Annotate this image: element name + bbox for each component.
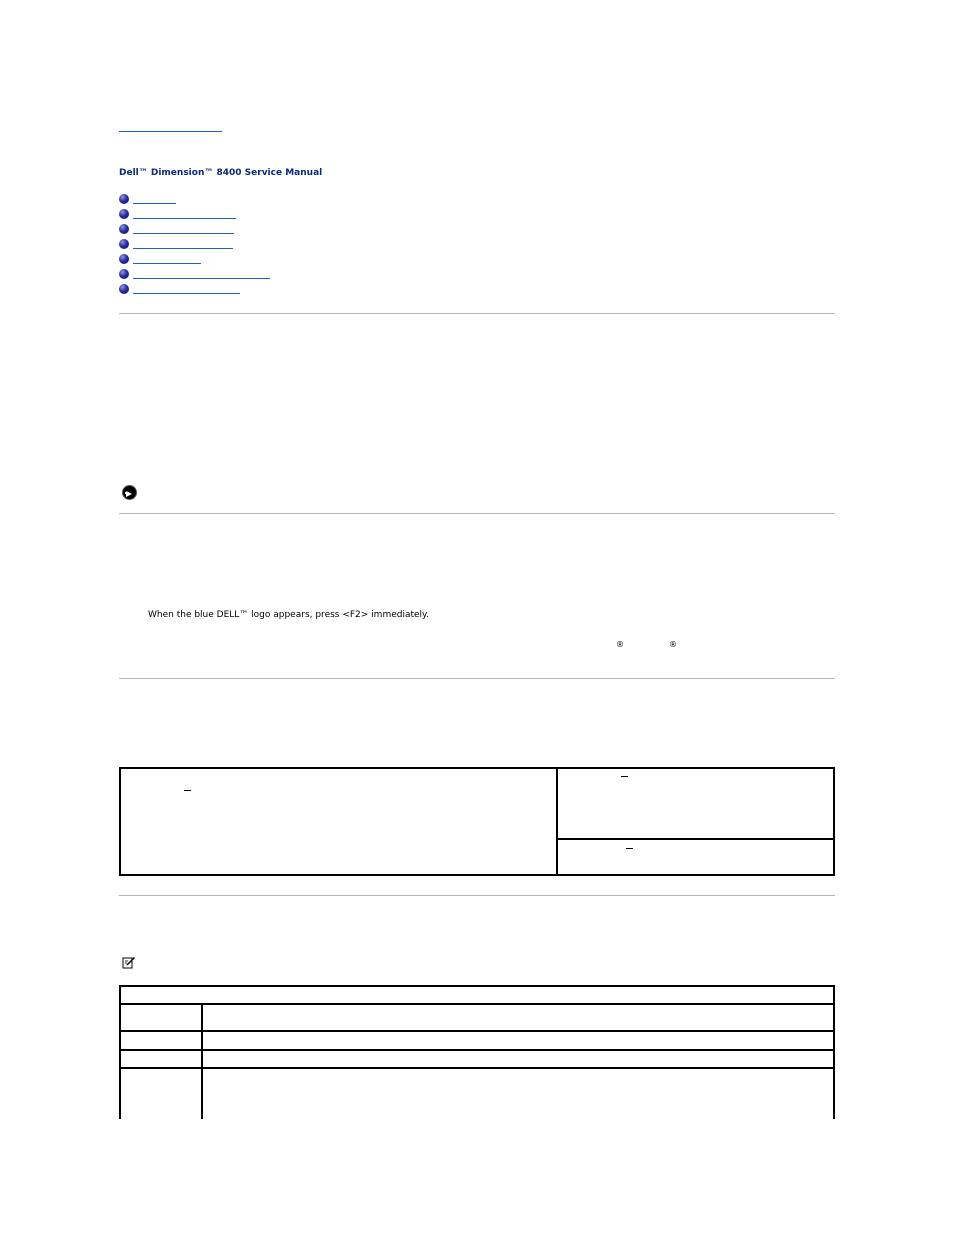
section-divider	[119, 313, 835, 314]
table-row-divider	[556, 838, 835, 840]
toc-link-2[interactable]	[133, 207, 236, 219]
section-divider	[119, 678, 835, 679]
blue-sphere-bullet-icon	[119, 209, 129, 219]
blue-sphere-bullet-icon	[119, 239, 129, 249]
step-instruction: When the blue DELL™ logo appears, press <F2> immediately.	[148, 610, 429, 620]
table-row-divider	[119, 1049, 835, 1051]
dash-mark	[626, 848, 633, 849]
toc-link-7[interactable]	[133, 282, 240, 294]
blue-sphere-bullet-icon	[119, 254, 129, 264]
back-to-contents-link[interactable]	[119, 118, 222, 132]
blue-sphere-bullet-icon	[119, 269, 129, 279]
table-row-divider	[119, 1003, 835, 1005]
settings-table	[119, 767, 835, 876]
section-divider	[119, 895, 835, 896]
toc-link-1[interactable]	[133, 192, 176, 204]
toc-link-5[interactable]	[133, 252, 201, 264]
table-row-divider	[119, 1030, 835, 1032]
table-row-divider	[119, 1067, 835, 1069]
toc-link-6[interactable]	[133, 267, 270, 279]
toc-link-4[interactable]	[133, 237, 233, 249]
registered-mark: ®	[616, 640, 624, 649]
blue-sphere-bullet-icon	[119, 284, 129, 294]
blue-sphere-bullet-icon	[119, 224, 129, 234]
dash-mark	[621, 776, 628, 777]
blue-sphere-bullet-icon	[119, 194, 129, 204]
section-divider	[119, 513, 835, 514]
table-column-divider	[556, 767, 558, 876]
toc-link-3[interactable]	[133, 222, 234, 234]
note-pencil-icon	[122, 955, 136, 969]
manual-title: Dell™ Dimension™ 8400 Service Manual	[119, 168, 323, 178]
dash-mark	[184, 790, 191, 791]
notice-icon	[122, 485, 137, 500]
registered-mark: ®	[669, 640, 677, 649]
table-column-divider	[201, 1005, 203, 1119]
options-table	[119, 985, 835, 1119]
